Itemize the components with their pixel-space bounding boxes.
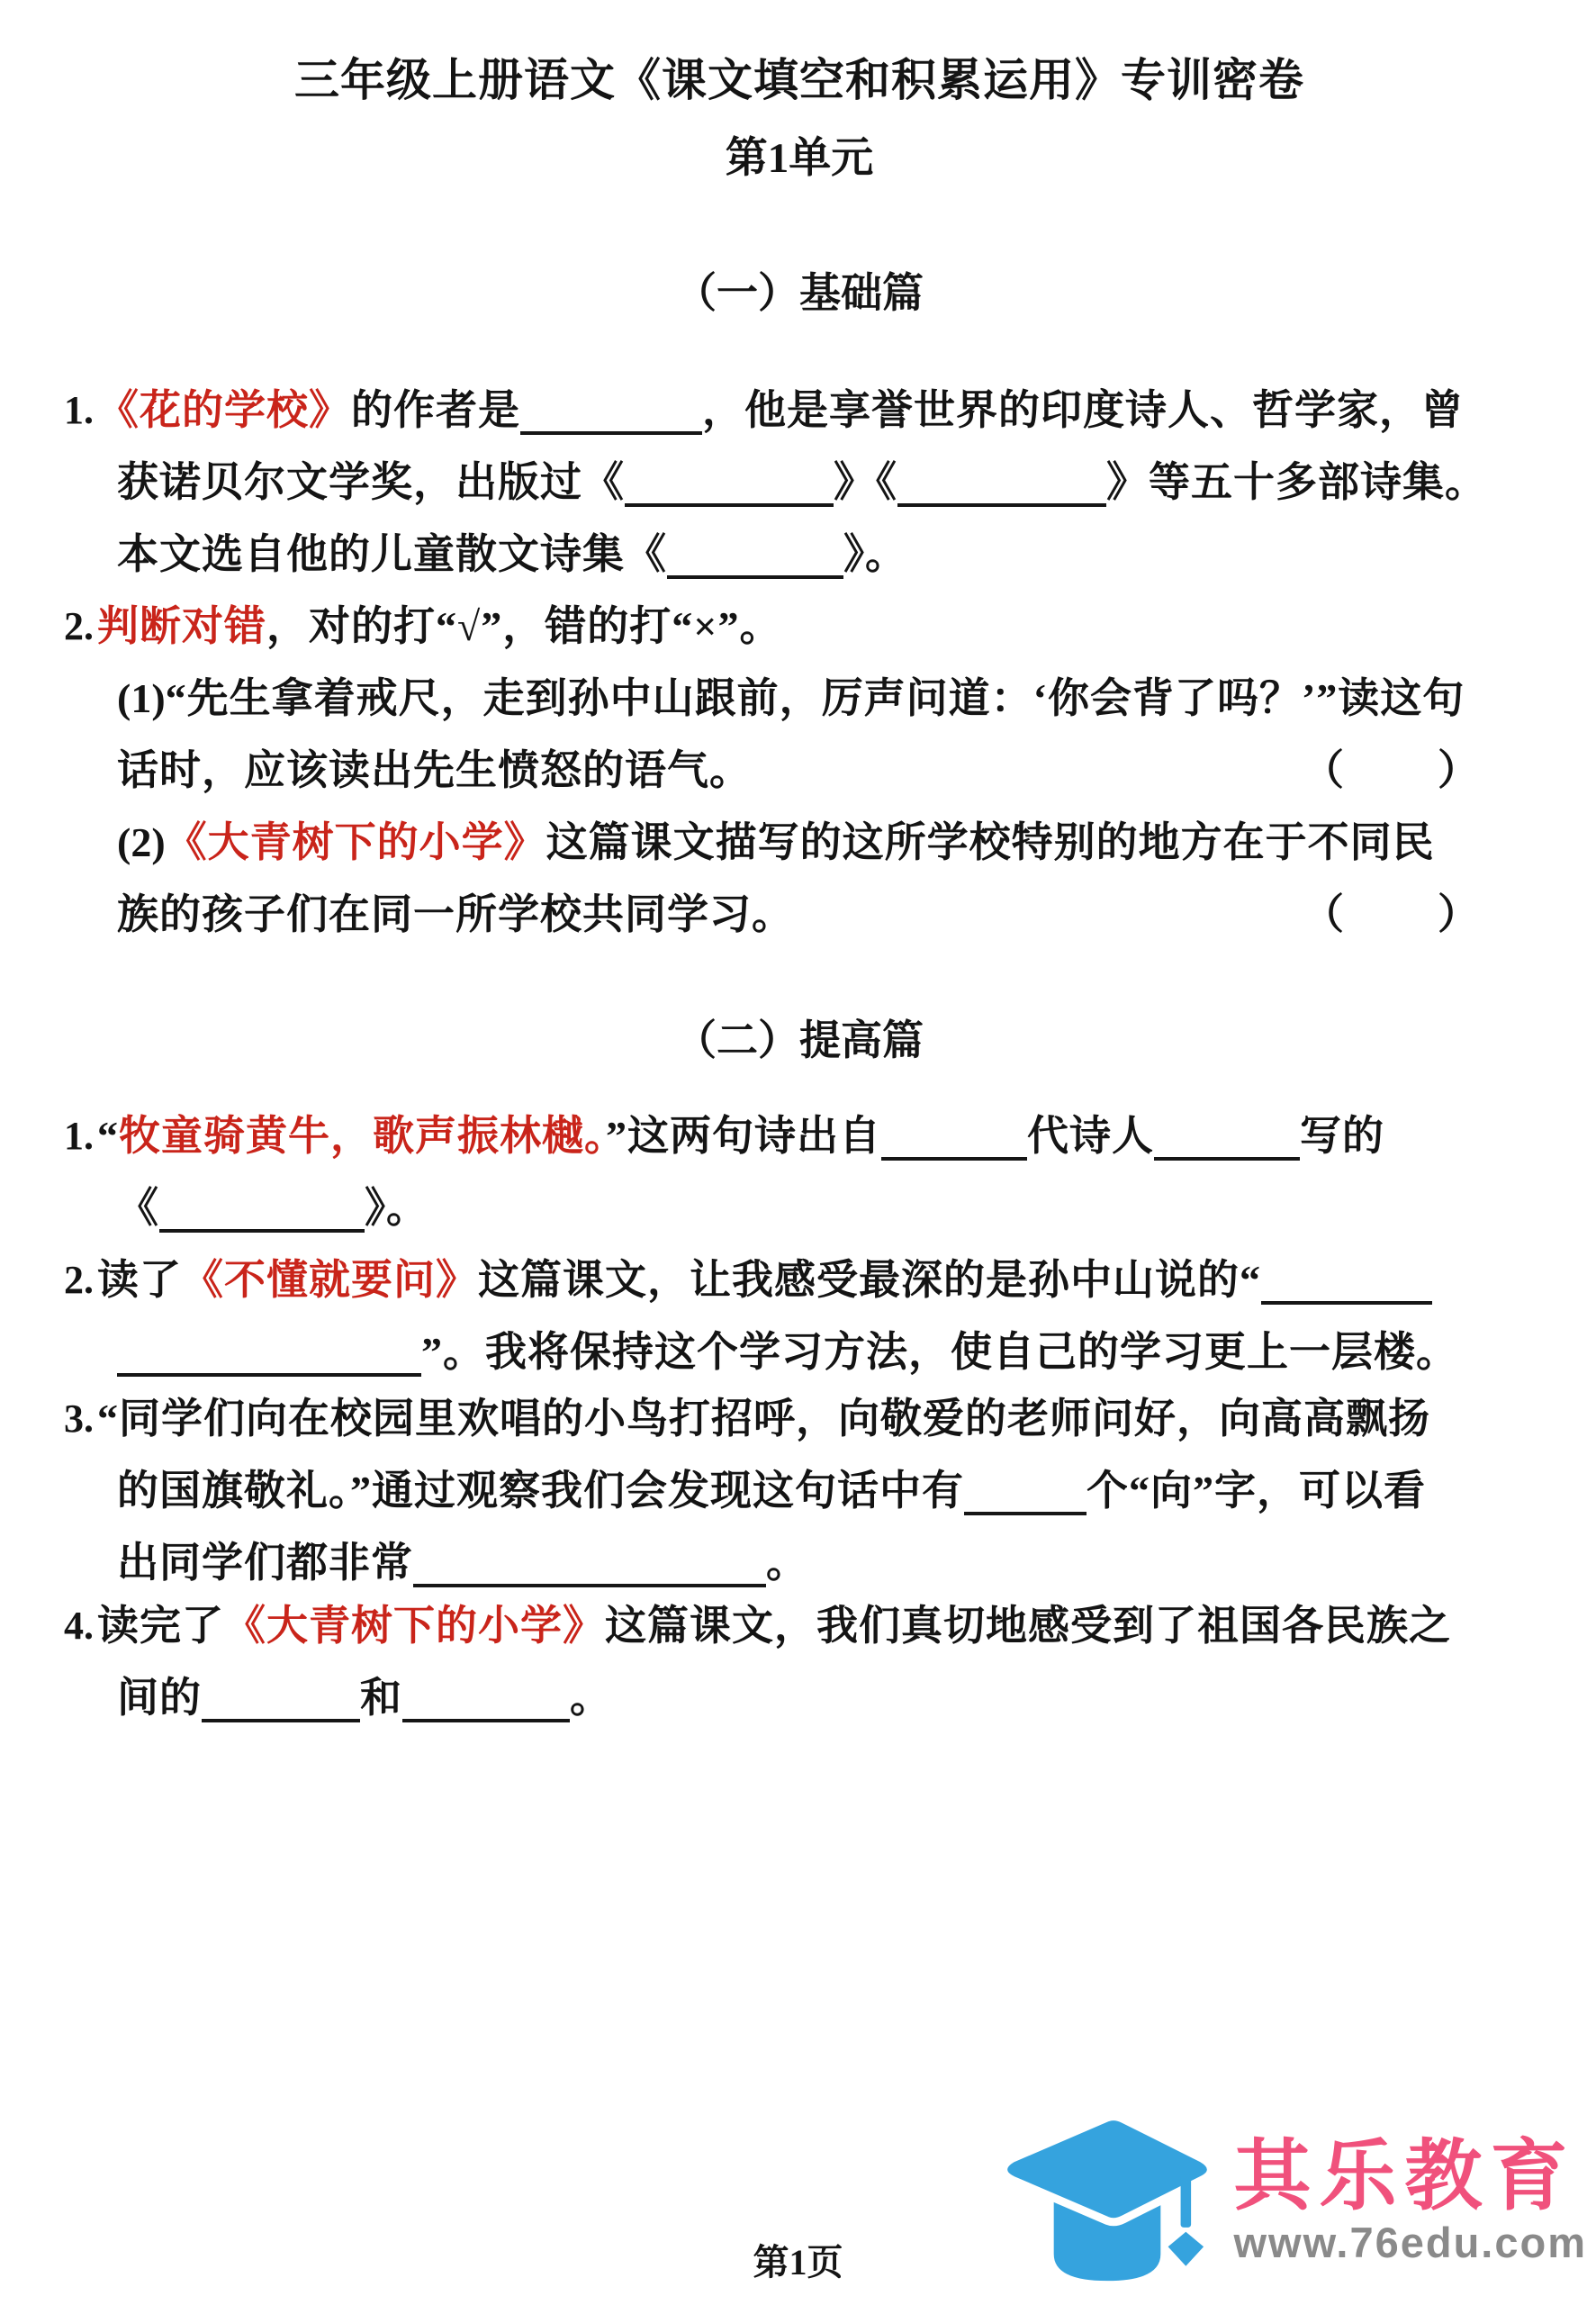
question-line [117, 1172, 1533, 1244]
book-title-red: 《不懂就要问》 [182, 1257, 478, 1303]
subquestion-line [117, 663, 1533, 735]
sub-label: (2) [117, 819, 166, 865]
question-advanced-2 [66, 1244, 1533, 1388]
text: “先生拿着戒尺，走到孙中山跟前，厉声问道：‘你会背了吗？’”读这句 [165, 675, 1465, 721]
question-line [97, 1590, 1533, 1662]
question-line [117, 1316, 1533, 1388]
brand-logo [994, 2109, 1587, 2294]
text: 的国旗敬礼。”通过观察我们会发现这句话中有 [117, 1468, 964, 1514]
text: 获诺贝尔文学奖，出版过《 [117, 459, 625, 505]
blank-quote-1 [1261, 1251, 1432, 1305]
text: 这篇课文，让我感受最深的是孙中山说的“ [478, 1257, 1261, 1303]
question-line [117, 1662, 1533, 1734]
book-title-red: 《大青树下的小学》 [224, 1603, 605, 1649]
blank-anthology [667, 525, 843, 579]
text: 话时，应该读出先生愤怒的语气。 [117, 747, 752, 793]
blank-book-1 [625, 453, 834, 507]
text: 出同学们都非常 [117, 1540, 413, 1586]
question-number: 2. [64, 604, 94, 648]
text: 》。 [843, 531, 907, 577]
page-title: 三年级上册语文《课文填空和积累运用》专训密卷 [294, 55, 1304, 105]
blank-feeling [413, 1533, 766, 1587]
text: 写的 [1300, 1113, 1384, 1159]
verse-red: 牧童骑黄牛，歌声振林樾。 [119, 1113, 606, 1159]
text: 代诗人 [1027, 1113, 1154, 1159]
question-line [117, 1527, 1533, 1599]
question-basic-1 [66, 375, 1533, 591]
text: 族的孩子们在同一所学校共同学习。 [117, 891, 794, 937]
text: 间的 [117, 1675, 202, 1721]
section-advanced-heading: （二）提高篇 [675, 1017, 924, 1063]
blank-poet [1154, 1107, 1300, 1161]
question-advanced-1 [66, 1100, 1533, 1244]
text: 的作者是 [351, 387, 520, 433]
text: ”这两句诗出自 [606, 1113, 881, 1159]
text: 个“向”字，可以看 [1087, 1468, 1426, 1514]
question-number: 4. [64, 1604, 94, 1648]
text: 》《 [834, 459, 897, 505]
question-line [97, 1383, 1533, 1455]
book-title-red: 《大青树下的小学》 [165, 819, 546, 865]
blank-author [520, 381, 702, 435]
question-number: 2. [64, 1258, 94, 1302]
brand-url: www.76edu.com [1233, 2219, 1587, 2266]
judge-parentheses: （ ） [1303, 747, 1483, 793]
subquestion-line [117, 735, 1533, 807]
text: 》等五十多部诗集。 [1106, 459, 1487, 505]
blank-poem-title [159, 1179, 365, 1233]
question-basic-2 [66, 591, 1533, 951]
text: 。 [570, 1675, 612, 1721]
question-advanced-4 [66, 1590, 1533, 1734]
page-number: 第1页 [753, 2242, 843, 2282]
question-line [117, 519, 1533, 591]
text: 这篇课文描写的这所学校特别的地方在于不同民 [546, 819, 1435, 865]
unit-title: 第1单元 [725, 135, 874, 182]
question-line [97, 375, 1533, 447]
sub-label: (1) [117, 675, 166, 721]
subquestion-line [117, 879, 1533, 951]
brand-text [1233, 2135, 1587, 2268]
graduation-cap-icon [994, 2109, 1221, 2294]
text: ，对的打“√”，错的打“×”。 [266, 603, 782, 649]
blank-word-1 [202, 1668, 360, 1722]
brand-name: 其乐教育 [1233, 2133, 1576, 2219]
text: 读完了 [97, 1603, 224, 1649]
question-line [117, 1455, 1533, 1527]
question-number: 3. [64, 1397, 94, 1441]
blank-quote-2 [117, 1323, 421, 1377]
text: 》。 [365, 1185, 428, 1231]
text: 《 [117, 1185, 159, 1231]
text: 。 [766, 1540, 808, 1586]
text: 本文选自他的儿童散文诗集《 [117, 531, 667, 577]
text: “ [97, 1113, 119, 1159]
subquestion-line [117, 807, 1533, 879]
blank-count [964, 1461, 1087, 1515]
question-number: 1. [64, 1114, 94, 1158]
text: ”。我将保持这个学习方法，使自己的学习更上一层楼。 [421, 1329, 1458, 1375]
blank-word-2 [402, 1668, 570, 1722]
text: “同学们向在校园里欢唱的小鸟打招呼，向敬爱的老师问好，向高高飘扬 [97, 1396, 1430, 1442]
section-basic-heading: （一）基础篇 [675, 270, 924, 316]
judge-parentheses: （ ） [1303, 891, 1483, 937]
text: 这篇课文，我们真切地感受到了祖国各民族之 [605, 1603, 1451, 1649]
text: ，他是享誉世界的印度诗人、哲学家，曾 [702, 387, 1464, 433]
text: 读了 [97, 1257, 182, 1303]
blank-dynasty [881, 1107, 1027, 1161]
question-line [97, 1244, 1533, 1316]
book-title-red: 《花的学校》 [97, 387, 351, 433]
question-line [97, 591, 1533, 663]
question-line [97, 1100, 1533, 1172]
blank-book-2 [897, 453, 1106, 507]
question-advanced-3 [66, 1383, 1533, 1599]
instruction-red: 判断对错 [97, 603, 266, 649]
question-line [117, 447, 1533, 519]
text: 和 [360, 1675, 402, 1721]
question-number: 1. [64, 388, 94, 432]
